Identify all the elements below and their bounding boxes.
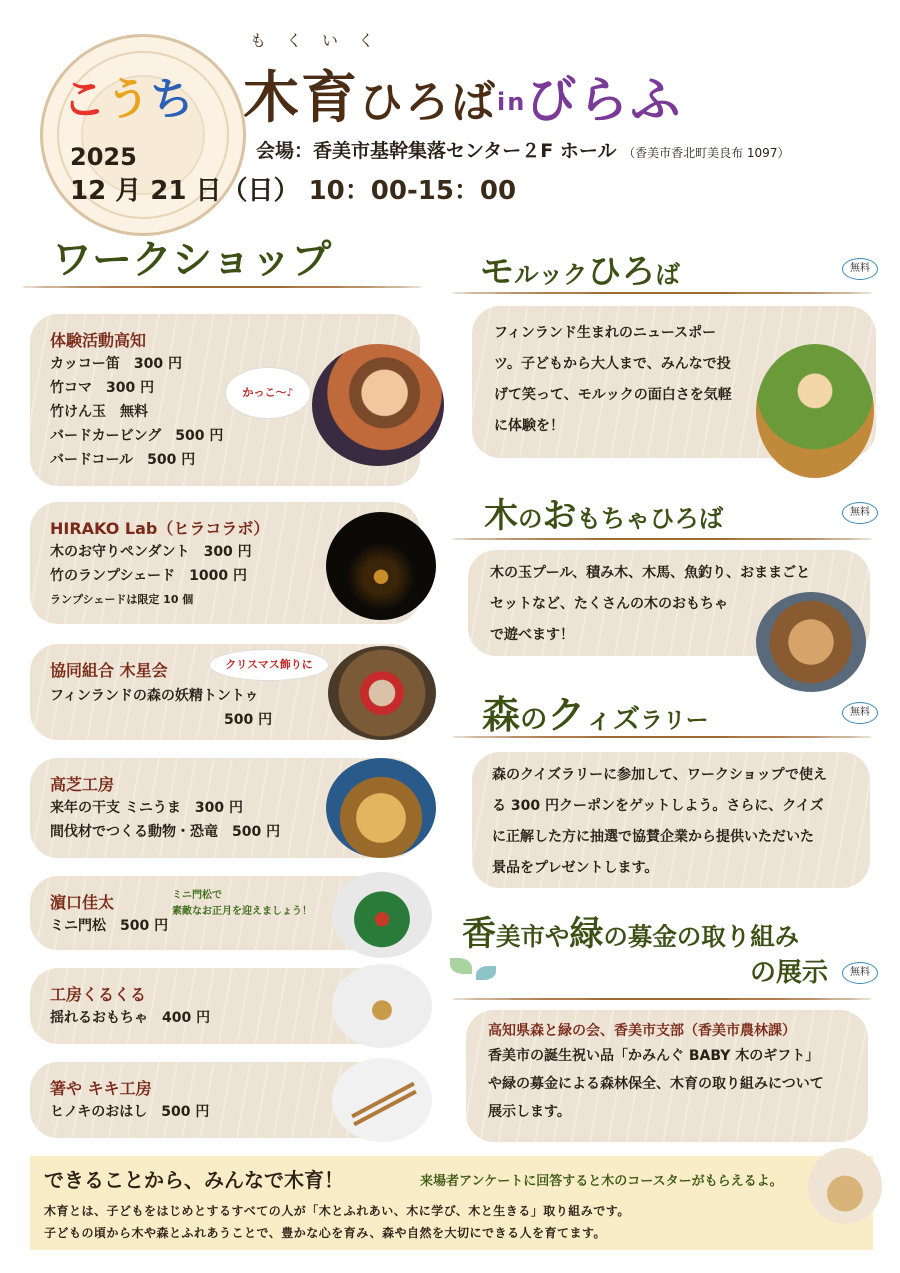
title-mokuiku: 木育 — [243, 66, 359, 131]
toys-line: セットなど、たくさんの木のおもちゃ — [490, 596, 728, 612]
photo-kadomatsu — [332, 872, 432, 958]
toys-heading — [484, 488, 723, 537]
kochi-logo — [62, 74, 194, 125]
heading-part: お — [542, 496, 577, 536]
card-line: 来年の干支 ミニうま 300 円 — [50, 800, 243, 816]
fund-heading-line2: の展示 — [750, 958, 829, 988]
fund-heading-line — [452, 998, 872, 1000]
quiz-heading-line — [452, 736, 872, 738]
quiz-line: る 300 円クーポンをゲットしよう。さらに、クイズ — [492, 798, 824, 814]
fund-line: や緑の募金による森林保全、木育の取り組みについて — [488, 1076, 824, 1092]
toys-heading-line — [452, 538, 872, 540]
free-badge: 無料 — [842, 258, 878, 280]
heading-part: ィズ — [585, 704, 641, 735]
page-title — [243, 54, 682, 134]
photo-tonttu — [328, 646, 436, 740]
venue-name: 会場：香美市基幹集落センター２F ホール — [256, 140, 617, 162]
workshop-heading: ワークショップ — [52, 237, 332, 283]
leaf-icon — [450, 958, 472, 974]
leaf-icon — [476, 966, 496, 980]
footer-line: 子どもの頃から木や森とふれあうことで、豊かな心を育み、森や自然を大切にできる人を育てます。 — [44, 1226, 607, 1240]
quiz-heading — [482, 684, 709, 739]
photo-wooden-animals — [326, 758, 436, 858]
event-year: 2025 — [70, 143, 137, 171]
card-line: ヒノキのおはし 500 円 — [50, 1104, 210, 1120]
chopstick-shape — [351, 1082, 415, 1118]
card-line: 揺れるおもちゃ 400 円 — [50, 1010, 211, 1026]
card-line: バードカービング 500 円 — [50, 428, 224, 444]
quiz-line: に正解した方に抽選で協賛企業から提供いただいた — [492, 829, 814, 845]
card-note: ミニ門松で — [172, 890, 222, 901]
quiz-line: 森のクイズラリーに参加して、ワークショップで使え — [492, 767, 828, 783]
fund-card — [466, 1010, 868, 1142]
molkky-illustration — [756, 344, 874, 478]
title-in: in — [497, 87, 527, 116]
photo-bamboo-lamp — [326, 512, 436, 620]
footer-line: 木育とは、子どもをはじめとするすべての人が「木とふれあい、木に学び、木と生きる」取り組みです。 — [44, 1204, 630, 1218]
title-hiroba: ひろば — [359, 77, 497, 128]
photo-chopsticks — [332, 1058, 432, 1142]
speech-bubble: かっこ〜♪ — [226, 368, 310, 418]
heading-part: 緑 — [569, 914, 604, 954]
card-line: バードコール 500 円 — [50, 452, 196, 468]
quiz-line: 景品をプレゼントします。 — [492, 860, 659, 876]
heading-part: 森 — [482, 693, 521, 737]
speech-bubble: クリスマス飾りに — [210, 650, 328, 680]
heading-part: ひろ — [587, 252, 656, 292]
card-title: 高芝工房 — [50, 775, 115, 794]
molkky-heading — [480, 244, 680, 293]
free-badge: 無料 — [842, 962, 878, 984]
heading-part: の — [520, 704, 548, 735]
heading-part: ラリー — [640, 708, 709, 734]
heading-part: 木 — [484, 496, 518, 536]
footer-slogan: できることから、みんなで木育！ — [44, 1168, 344, 1192]
photo-child-whistle — [312, 344, 444, 466]
fund-heading-line1 — [462, 906, 799, 955]
workshop-heading-line — [22, 286, 422, 288]
card-title: 濵口佳太 — [50, 893, 115, 912]
card-line: 間伐材でつくる動物・恐竜 500 円 — [50, 824, 281, 840]
card-line: 竹のランプシェード 1000 円 — [50, 568, 247, 584]
event-date — [70, 170, 516, 207]
heading-part: の募金の取り組み — [603, 922, 800, 951]
molkky-heading-line — [452, 292, 872, 294]
molkky-line: ツ。子どもから大人まで、みんなで投 — [494, 356, 731, 372]
time-text: 10：00-15：00 — [308, 176, 517, 206]
card-line: カッコー笛 300 円 — [50, 356, 182, 372]
fund-org: 高知県森と緑の会、香美市支部（香美市農林課） — [488, 1023, 796, 1039]
heading-part: モ — [480, 252, 514, 292]
free-badge: 無料 — [842, 502, 878, 524]
footer-survey: 来場者アンケートに回答すると木のコースターがもらえるよ。 — [420, 1174, 783, 1189]
card-line: 木のお守りペンダント 300 円 — [50, 544, 252, 560]
card-title: 箸や キキ工房 — [50, 1079, 152, 1098]
molkky-line: フィンランド生まれのニュースポー — [494, 325, 717, 341]
heading-part: の — [518, 504, 543, 533]
photo-coaster — [808, 1148, 882, 1224]
kochi-char-1: こ — [62, 74, 106, 125]
toys-line: 木の玉プール、積み木、木馬、魚釣り、おままごと — [490, 565, 811, 581]
title-ruby: もくいく — [250, 31, 395, 50]
venue-address: （香美市香北町美良布 1097） — [623, 146, 790, 160]
heading-part: ば — [655, 260, 680, 289]
free-badge: 無料 — [842, 702, 878, 724]
molkky-line: げて笑って、モルックの面白さを気軽 — [494, 387, 732, 403]
molkky-line: に体験を！ — [494, 418, 564, 434]
card-line: 竹コマ 300 円 — [50, 380, 155, 396]
fund-line: 展示します。 — [488, 1104, 571, 1120]
photo-wooden-toys — [756, 592, 866, 692]
card-note: ランプシェードは限定 10 個 — [50, 593, 194, 606]
heading-part: ルック — [514, 260, 588, 289]
card-title: 協同組合 木星会 — [50, 661, 168, 680]
card-title: 体験活動高知 — [50, 331, 147, 350]
venue — [256, 136, 789, 163]
fund-line: 香美市の誕生祝い品「かみんぐ BABY 木のギフト」 — [488, 1048, 820, 1064]
quiz-card — [472, 752, 870, 888]
toys-line: で遊べます！ — [490, 627, 574, 643]
photo-swing-toy — [332, 964, 432, 1048]
card-price: 500 円 — [224, 712, 273, 728]
heading-part: ク — [547, 693, 586, 737]
kochi-char-3: ち — [150, 74, 194, 125]
card-title: 工房くるくる — [50, 985, 147, 1004]
heading-part: 香 — [462, 914, 496, 954]
card-line: 竹けん玉 無料 — [50, 404, 148, 420]
heading-part: 美市や — [496, 922, 570, 951]
kochi-char-2: う — [106, 74, 150, 125]
card-line: フィンランドの森の妖精トントゥ — [50, 688, 259, 704]
title-birafu: びらふ — [526, 71, 683, 129]
card-note: 素敵なお正月を迎えましょう！ — [172, 906, 312, 917]
card-line: ミニ門松 500 円 — [50, 918, 169, 934]
card-title: HIRAKO Lab（ヒラコラボ） — [50, 519, 270, 538]
heading-part: もちゃひろば — [576, 504, 724, 533]
date-text: 12 月 21 日（日） — [70, 176, 300, 206]
